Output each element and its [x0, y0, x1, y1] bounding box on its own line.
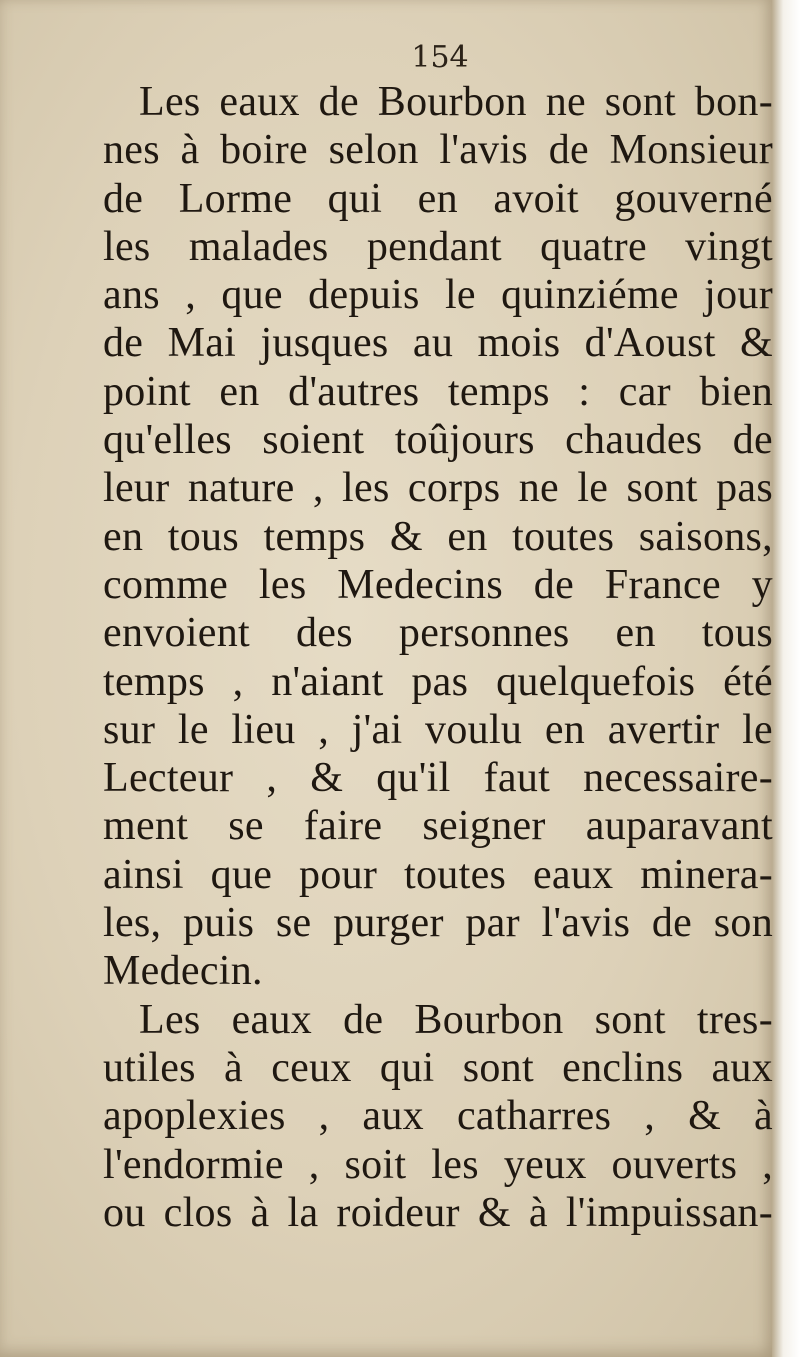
text-line: nes à boire selon l'avis de Monsieur [103, 127, 773, 174]
text-line: de Mai jusques au mois d'Aoust & [103, 320, 773, 367]
text-line: ainsi que pour toutes eaux minera- [103, 851, 773, 898]
body-text [103, 78, 773, 1237]
text-line: Les eaux de Bourbon sont tres- [139, 996, 773, 1043]
text-line: de Lorme qui en avoit gouverné [103, 175, 773, 222]
text-line: comme les Medecins de France y [103, 561, 773, 608]
text-line: les, puis se purger par l'avis de son [103, 900, 773, 947]
text-line: temps , n'aiant pas quelquefois été [103, 658, 773, 705]
text-line: utiles à ceux qui sont enclins aux [103, 1044, 773, 1091]
text-line: Les eaux de Bourbon ne sont bon- [139, 79, 773, 125]
text-line: qu'elles soient toûjours chaudes de [103, 417, 773, 464]
text-line: l'endormie , soit les yeux ouverts , [103, 1141, 773, 1188]
text-line: Medecin. [103, 948, 263, 995]
text-line: envoient des personnes en tous [103, 610, 773, 657]
text-line: sur le lieu , j'ai voulu en avertir le [103, 706, 773, 753]
text-line: ment se faire seigner auparavant [103, 803, 773, 850]
text-line: ans , que depuis le quinziéme jour [103, 272, 773, 319]
page-number: 154 [411, 40, 469, 75]
text-line: ou clos à la roideur & à l'impuissan- [103, 1189, 773, 1236]
text-line: Lecteur , & qu'il faut necessaire- [103, 755, 773, 802]
text-line: point en d'autres temps : car bien [103, 368, 773, 415]
page-edge [772, 0, 800, 1357]
text-line: apoplexies , aux catharres , & à [103, 1093, 773, 1140]
text-line: en tous temps & en toutes saisons, [103, 513, 773, 560]
text-line: leur nature , les corps ne le sont pas [103, 465, 773, 512]
text-line: les malades pendant quatre vingt [103, 223, 773, 270]
